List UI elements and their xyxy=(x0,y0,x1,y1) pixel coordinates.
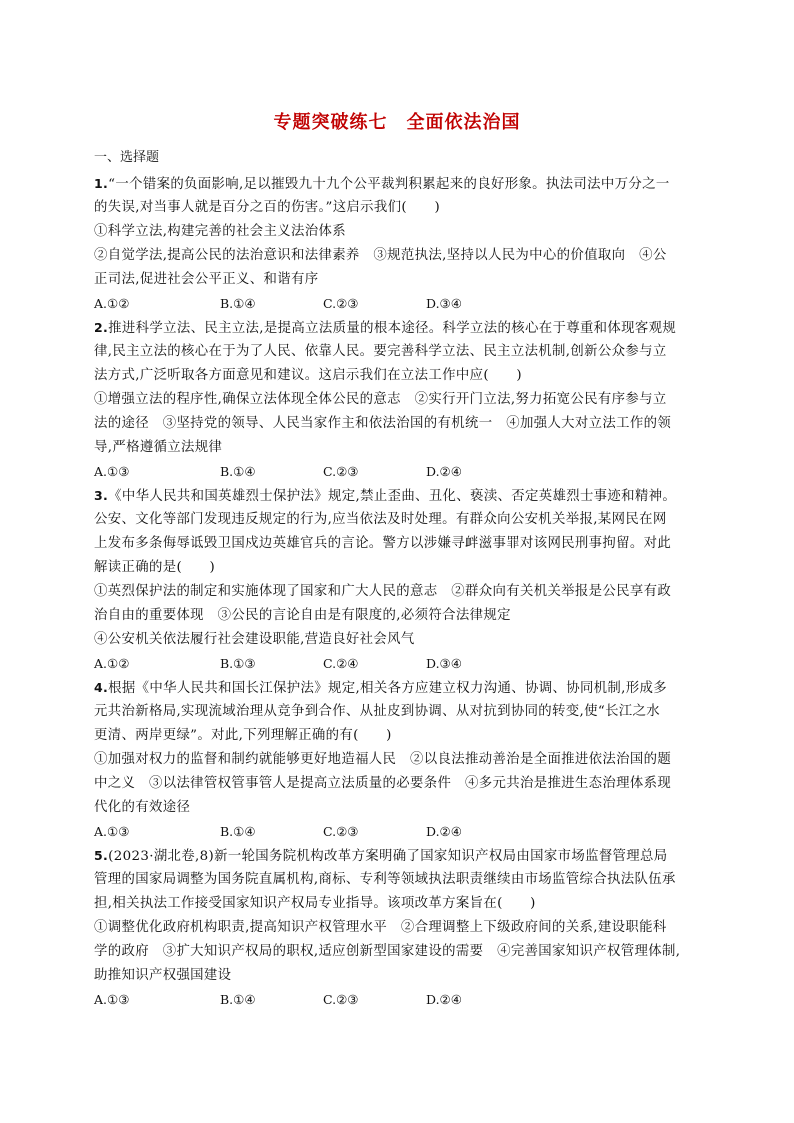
question-text: 治自由的重要体现 ③公民的言论自由是有限度的,必须符合法律规定 xyxy=(94,608,511,623)
question-text: ②自觉学法,提高公民的法治意识和法律素养 ③规范执法,坚持以人民为中心的价值取向 ④公 xyxy=(94,248,667,263)
question-text: 律,民主立法的核心在于为了人民、依靠人民。要完善科学立法、民主立法机制,创新公众参与立 xyxy=(94,344,667,359)
question-text-line xyxy=(94,508,694,532)
question-text: ④公安机关依法履行社会建设职能,营造良好社会风气 xyxy=(94,632,415,647)
question-text: 更清、两岸更绿”。对此,下列理解正确的有( ) xyxy=(94,728,392,743)
question-stem-first-line xyxy=(94,484,694,508)
option-a[interactable]: A.①③ xyxy=(94,992,130,1007)
question-text-line xyxy=(94,580,694,604)
answer-options xyxy=(94,652,694,676)
question-text-line xyxy=(94,748,694,772)
question-1 xyxy=(94,172,694,316)
question-text-line xyxy=(94,364,694,388)
question-text: 上发布多条侮辱诋毁卫国戍边英雄官兵的言论。警方以涉嫌寻衅滋事罪对该网民刑事拘留。对此 xyxy=(94,536,672,551)
question-3 xyxy=(94,484,694,676)
question-text: 管理的国家局调整为国务院直属机构,商标、专利等领域执法职责继续由市场监管综合执法队伍承 xyxy=(94,872,676,887)
option-c[interactable]: C.②③ xyxy=(323,464,359,479)
option-a[interactable]: A.①③ xyxy=(94,464,130,479)
question-number: 1. xyxy=(94,176,109,191)
question-text-line xyxy=(94,796,694,820)
question-4 xyxy=(94,676,694,844)
question-text-line xyxy=(94,916,694,940)
question-text: 《中华人民共和国英雄烈士保护法》规定,禁止歪曲、丑化、亵渎、否定英雄烈士事迹和精神。 xyxy=(108,489,677,504)
question-text-line xyxy=(94,412,694,436)
question-text-line xyxy=(94,220,694,244)
question-text-line xyxy=(94,340,694,364)
answer-options xyxy=(94,292,694,316)
question-text-line xyxy=(94,268,694,292)
question-text: ①增强立法的程序性,确保立法体现全体公民的意志 ②实行开门立法,努力拓宽公民有序参与立 xyxy=(94,392,667,407)
question-text-line xyxy=(94,604,694,628)
question-text-line xyxy=(94,388,694,412)
question-text: 元共治新格局,实现流域治理从竞争到合作、从扯皮到协调、从对抗到协同的转变,使“长江之水 xyxy=(94,704,661,719)
question-text: 代化的有效途径 xyxy=(94,800,191,815)
question-text-line xyxy=(94,940,694,964)
question-text-line xyxy=(94,964,694,988)
question-text: ①加强对权力的监督和制约就能够更好地造福人民 ②以良法推动善治是全面推进依法治国的题 xyxy=(94,752,672,767)
question-text: ①英烈保护法的制定和实施体现了国家和广大人民的意志 ②群众向有关机关举报是公民享有政 xyxy=(94,584,672,599)
question-number: 2. xyxy=(94,320,109,335)
question-text: (2023·湖北卷,8)新一轮国务院机构改革方案明确了国家知识产权局由国家市场监督管理总局 xyxy=(108,849,668,864)
answer-options xyxy=(94,988,694,1012)
option-a[interactable]: A.①③ xyxy=(94,824,130,839)
question-text: 根据《中华人民共和国长江保护法》规定,相关各方应建立权力沟通、协调、协同机制,形成多 xyxy=(108,681,667,696)
option-c[interactable]: C.②③ xyxy=(323,296,359,311)
option-d[interactable]: D.②④ xyxy=(426,824,462,839)
question-text-line xyxy=(94,532,694,556)
question-number: 5. xyxy=(94,848,109,863)
question-text-line xyxy=(94,556,694,580)
question-text-line xyxy=(94,868,694,892)
option-b[interactable]: B.①④ xyxy=(220,992,256,1007)
question-text: 导,严格遵循立法规律 xyxy=(94,440,223,455)
question-list xyxy=(94,146,694,1012)
question-stem-first-line xyxy=(94,172,694,196)
option-c[interactable]: C.②④ xyxy=(323,656,359,671)
question-text-line xyxy=(94,892,694,916)
option-c[interactable]: C.②③ xyxy=(323,992,359,1007)
question-text: 法的途径 ③坚持党的领导、人民当家作主和依法治国的有机统一 ④加强人大对立法工作的领 xyxy=(94,416,672,431)
question-5 xyxy=(94,844,694,1012)
option-d[interactable]: D.③④ xyxy=(426,656,462,671)
question-text-line xyxy=(94,244,694,268)
question-text: 助推知识产权强国建设 xyxy=(94,968,232,983)
option-b[interactable]: B.①④ xyxy=(220,824,256,839)
question-text: 公安、文化等部门发现违反规定的行为,应当依法及时处理。有群众向公安机关举报,某网民在网 xyxy=(94,512,667,527)
option-d[interactable]: D.②④ xyxy=(426,992,462,1007)
page-title: 专题突破练七 全面依法治国 xyxy=(273,112,521,133)
section-heading: 一、选择题 xyxy=(94,150,160,165)
question-stem-first-line xyxy=(94,844,694,868)
option-c[interactable]: C.②③ xyxy=(323,824,359,839)
question-text-line xyxy=(94,196,694,220)
option-a[interactable]: A.①② xyxy=(94,656,130,671)
answer-options xyxy=(94,460,694,484)
question-text: 推进科学立法、民主立法,是提高立法质量的根本途径。科学立法的核心在于尊重和体现客观规 xyxy=(108,321,677,336)
option-b[interactable]: B.①③ xyxy=(220,656,256,671)
option-a[interactable]: A.①② xyxy=(94,296,130,311)
question-number: 3. xyxy=(94,488,109,503)
question-stem-first-line xyxy=(94,676,694,700)
answer-options xyxy=(94,820,694,844)
question-text: ①科学立法,构建完善的社会主义法治体系 xyxy=(94,224,346,239)
question-text: 正司法,促进社会公平正义、和谐有序 xyxy=(94,272,319,287)
question-text-line xyxy=(94,700,694,724)
question-text-line xyxy=(94,436,694,460)
option-d[interactable]: D.③④ xyxy=(426,296,462,311)
question-text-line xyxy=(94,724,694,748)
option-d[interactable]: D.②④ xyxy=(426,464,462,479)
question-text: 解读正确的是( ) xyxy=(94,560,216,575)
question-text: 法方式,广泛听取各方面意见和建议。这启示我们在立法工作中应( ) xyxy=(94,368,522,383)
question-text: “一个错案的负面影响,足以摧毁九十九个公平裁判积累起来的良好形象。执法司法中万分之一 xyxy=(108,177,670,192)
option-b[interactable]: B.①④ xyxy=(220,464,256,479)
question-text: 中之义 ③以法律管权管事管人是提高立法质量的必要条件 ④多元共治是推进生态治理体系现 xyxy=(94,776,672,791)
question-stem-first-line xyxy=(94,316,694,340)
question-text-line xyxy=(94,772,694,796)
question-2 xyxy=(94,316,694,484)
questions-container xyxy=(94,172,694,1012)
question-text: 的失误,对当事人就是百分之百的伤害。”这启示我们( ) xyxy=(94,200,441,215)
question-text-line xyxy=(94,628,694,652)
question-text: 担,相关执法工作接受国家知识产权局专业指导。该项改革方案旨在( ) xyxy=(94,896,536,911)
question-text: 学的政府 ③扩大知识产权局的职权,适应创新型国家建设的需要 ④完善国家知识产权管理体制, xyxy=(94,944,681,959)
question-text: ①调整优化政府机构职责,提高知识产权管理水平 ②合理调整上下级政府间的关系,建设职能科 xyxy=(94,920,667,935)
question-number: 4. xyxy=(94,680,109,695)
option-b[interactable]: B.①④ xyxy=(220,296,256,311)
